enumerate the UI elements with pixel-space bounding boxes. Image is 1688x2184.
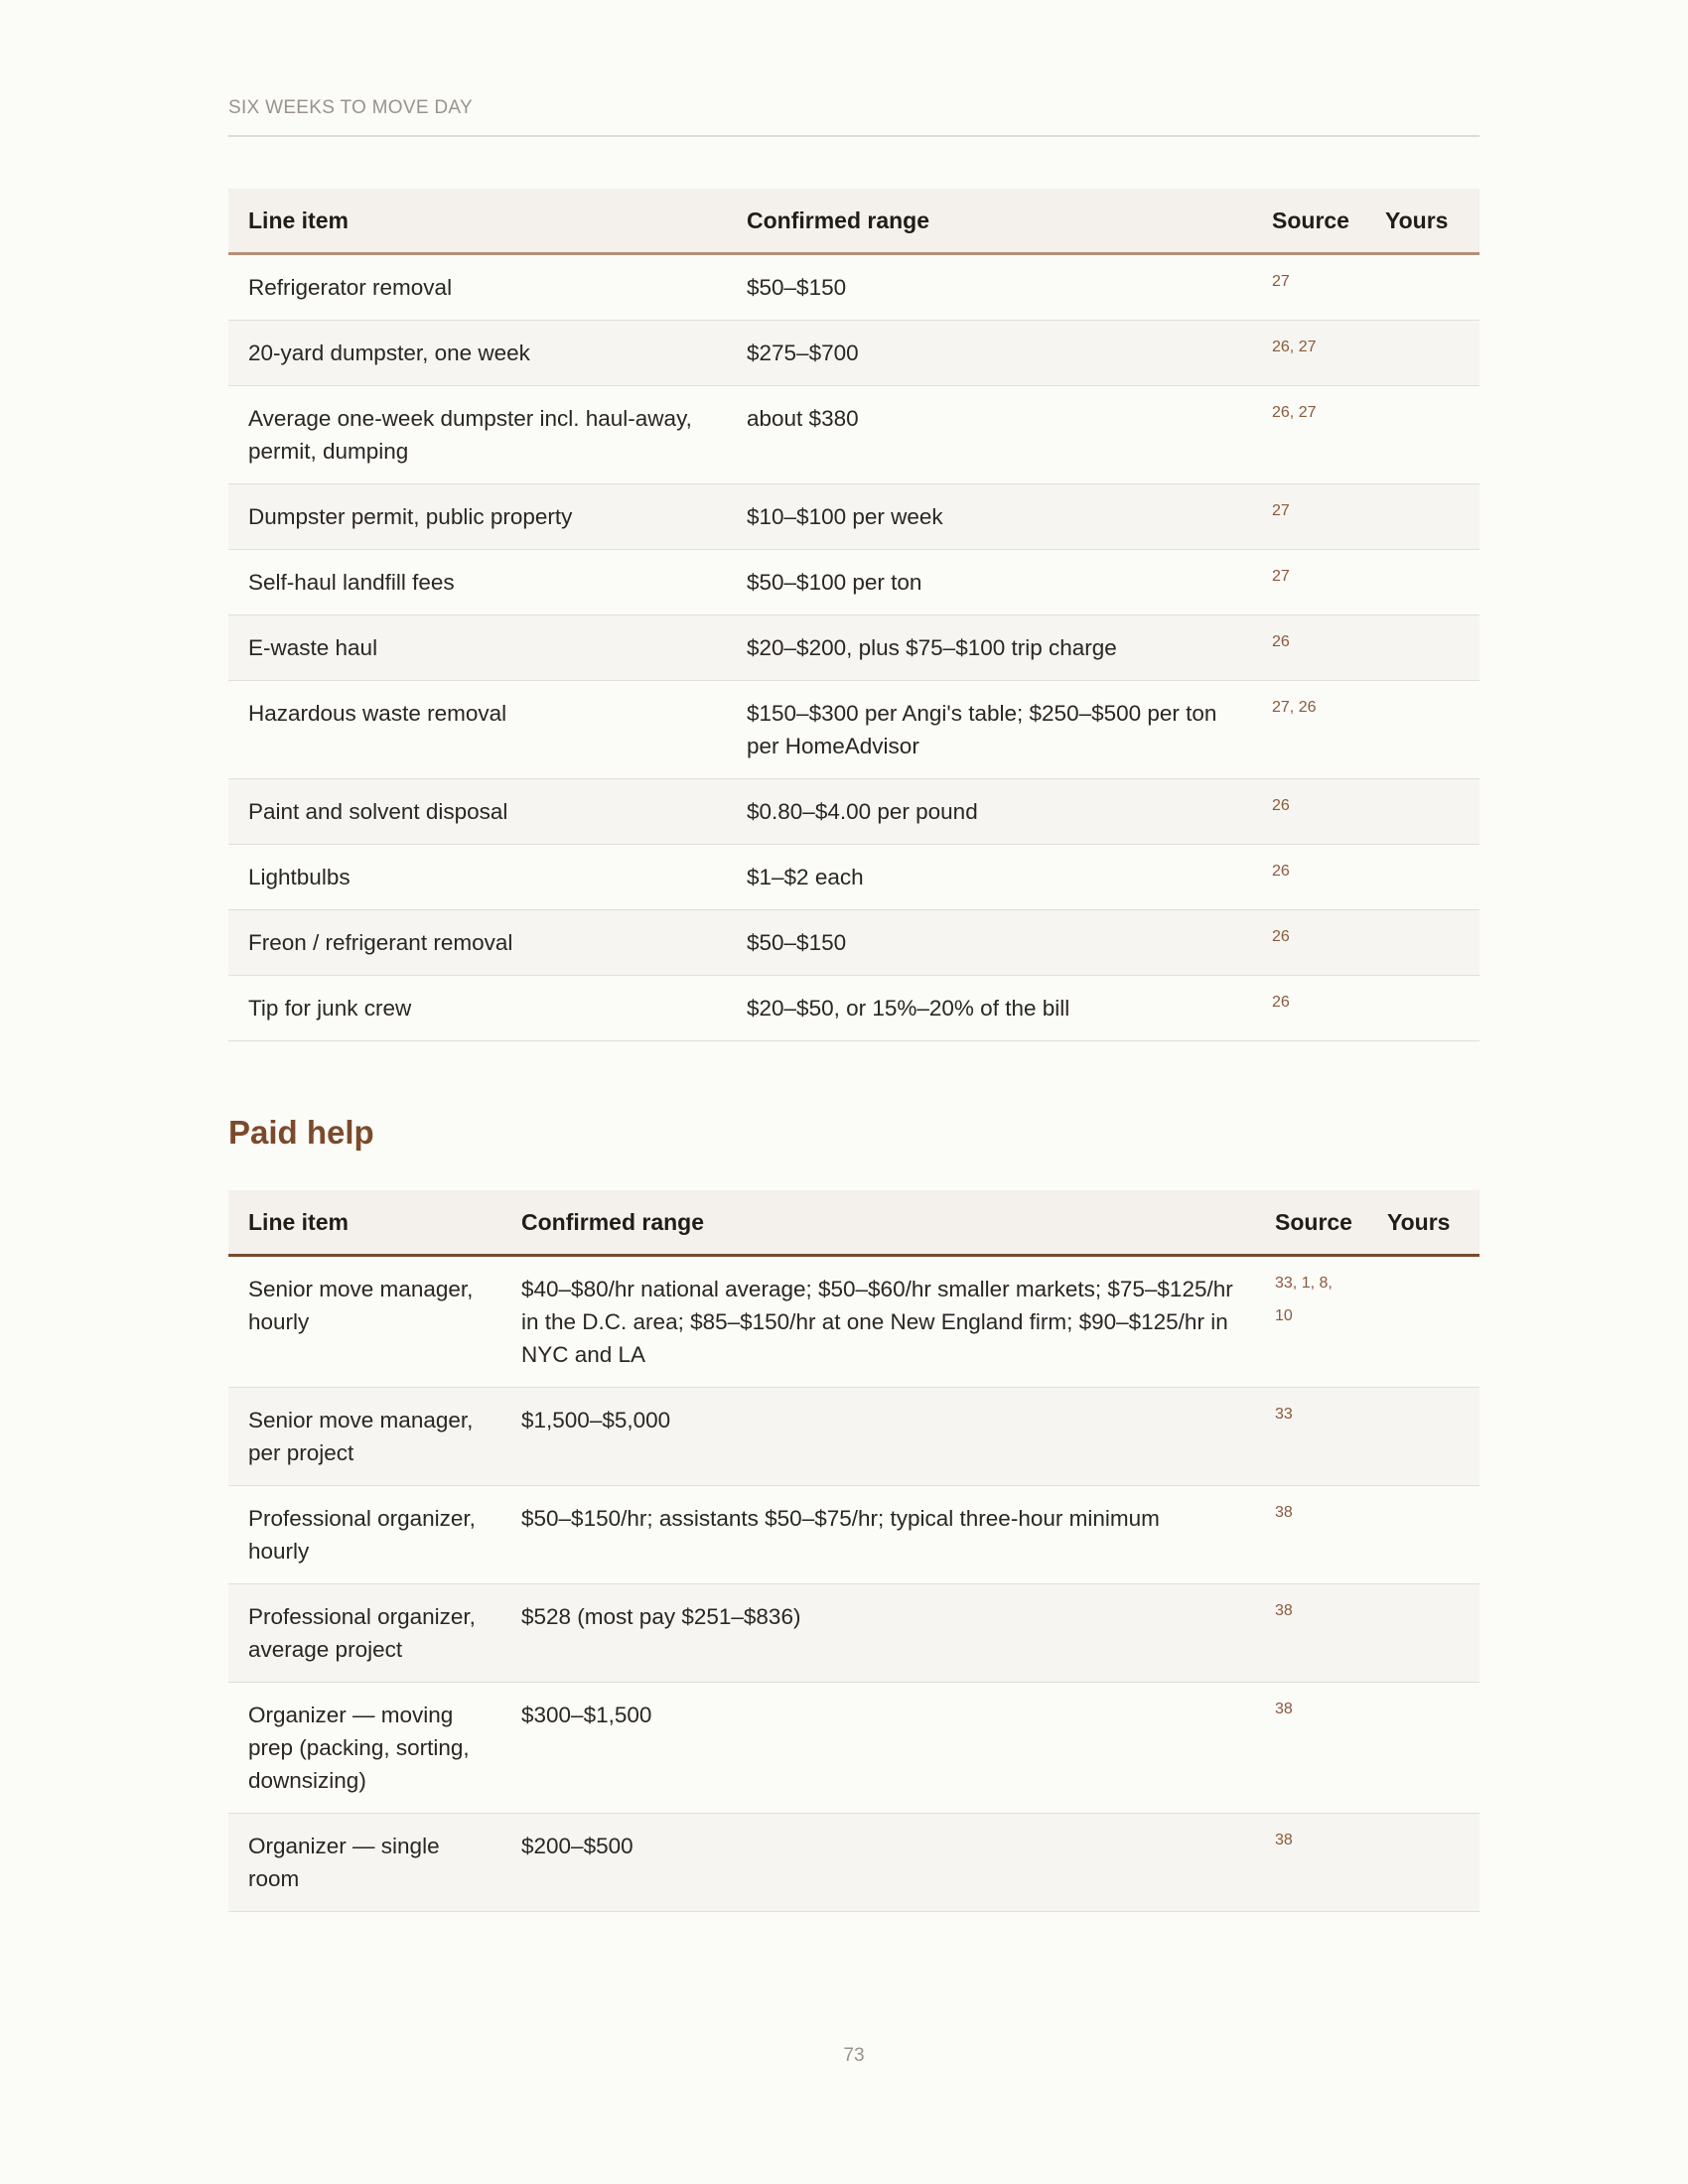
table-row [228, 1683, 1479, 1814]
source-cell: 26 [1252, 976, 1365, 1041]
column-header-yours: Yours [1365, 189, 1479, 254]
line-item-cell: Freon / refrigerant removal [228, 910, 727, 976]
yours-cell [1365, 845, 1479, 910]
confirmed-range-cell: $20–$50, or 15%–20% of the bill [727, 976, 1252, 1041]
table-row [228, 1486, 1479, 1584]
column-header-confirmed-range: Confirmed range [501, 1190, 1255, 1256]
yours-cell [1365, 550, 1479, 615]
table-row [228, 1584, 1479, 1683]
column-header-source: Source [1252, 189, 1365, 254]
confirmed-range-cell: $0.80–$4.00 per pound [727, 779, 1252, 845]
table-row [228, 550, 1479, 615]
source-cell: 27, 26 [1252, 681, 1365, 779]
source-cell: 27 [1252, 484, 1365, 550]
confirmed-range-cell: $275–$700 [727, 321, 1252, 386]
source-cell: 26 [1252, 845, 1365, 910]
confirmed-range-cell: $50–$150 [727, 910, 1252, 976]
table-row [228, 386, 1479, 484]
yours-cell [1367, 1683, 1479, 1814]
yours-cell [1367, 1814, 1479, 1912]
line-item-cell: Average one-week dumpster incl. haul-away, permit, dumping [228, 386, 727, 484]
yours-cell [1365, 386, 1479, 484]
table-row [228, 254, 1479, 321]
yours-cell [1367, 1388, 1479, 1486]
line-item-cell: Dumpster permit, public property [228, 484, 727, 550]
confirmed-range-cell: $528 (most pay $251–$836) [501, 1584, 1255, 1683]
yours-cell [1365, 484, 1479, 550]
column-header-line-item: Line item [228, 1190, 501, 1256]
source-cell: 26 [1252, 615, 1365, 681]
table-row [228, 845, 1479, 910]
line-item-cell: Organizer — single room [228, 1814, 501, 1912]
yours-cell [1365, 910, 1479, 976]
yours-cell [1365, 779, 1479, 845]
line-item-cell: Professional organizer, hourly [228, 1486, 501, 1584]
yours-cell [1367, 1584, 1479, 1683]
line-item-cell: Senior move manager, per project [228, 1388, 501, 1486]
column-header-line-item: Line item [228, 189, 727, 254]
source-cell: 38 [1255, 1814, 1367, 1912]
yours-cell [1365, 615, 1479, 681]
confirmed-range-cell: $10–$100 per week [727, 484, 1252, 550]
source-cell: 38 [1255, 1683, 1367, 1814]
line-item-cell: E-waste haul [228, 615, 727, 681]
table-row [228, 1814, 1479, 1912]
line-item-cell: Lightbulbs [228, 845, 727, 910]
line-item-cell: Tip for junk crew [228, 976, 727, 1041]
yours-cell [1365, 681, 1479, 779]
running-head: SIX WEEKS TO MOVE DAY [228, 97, 1479, 137]
confirmed-range-cell: $300–$1,500 [501, 1683, 1255, 1814]
table-header-row [228, 1190, 1479, 1256]
source-cell: 26, 27 [1252, 386, 1365, 484]
table-row [228, 615, 1479, 681]
line-item-cell: Self-haul landfill fees [228, 550, 727, 615]
line-item-cell: Senior move manager, hourly [228, 1256, 501, 1388]
line-item-cell: Refrigerator removal [228, 254, 727, 321]
column-header-confirmed-range: Confirmed range [727, 189, 1252, 254]
table-body [228, 1256, 1479, 1912]
line-item-cell: Professional organizer, average project [228, 1584, 501, 1683]
table-row [228, 484, 1479, 550]
source-cell: 27 [1252, 550, 1365, 615]
source-cell: 26 [1252, 779, 1365, 845]
yours-cell [1367, 1486, 1479, 1584]
column-header-yours: Yours [1367, 1190, 1479, 1256]
confirmed-range-cell: $20–$200, plus $75–$100 trip charge [727, 615, 1252, 681]
confirmed-range-cell: $50–$150/hr; assistants $50–$75/hr; typical three-hour minimum [501, 1486, 1255, 1584]
yours-cell [1365, 254, 1479, 321]
source-cell: 38 [1255, 1486, 1367, 1584]
confirmed-range-cell: $1–$2 each [727, 845, 1252, 910]
source-cell: 33 [1255, 1388, 1367, 1486]
table-header-row [228, 189, 1479, 254]
table-row [228, 779, 1479, 845]
line-item-cell: Hazardous waste removal [228, 681, 727, 779]
confirmed-range-cell: $150–$300 per Angi's table; $250–$500 per ton per HomeAdvisor [727, 681, 1252, 779]
source-cell: 38 [1255, 1584, 1367, 1683]
column-header-source: Source [1255, 1190, 1367, 1256]
table-row [228, 1256, 1479, 1388]
confirmed-range-cell: about $380 [727, 386, 1252, 484]
line-item-cell: 20-yard dumpster, one week [228, 321, 727, 386]
confirmed-range-cell: $1,500–$5,000 [501, 1388, 1255, 1486]
confirmed-range-cell: $200–$500 [501, 1814, 1255, 1912]
source-cell: 27 [1252, 254, 1365, 321]
yours-cell [1365, 976, 1479, 1041]
table-body [228, 254, 1479, 1041]
source-cell: 33, 1, 8, 10 [1255, 1256, 1367, 1388]
page-number: 73 [843, 2045, 865, 2066]
confirmed-range-cell: $40–$80/hr national average; $50–$60/hr smaller markets; $75–$125/hr in the D.C. area; $85–$150/hr at one New England firm; $90–$125/hr in NYC and LA [501, 1256, 1255, 1388]
paid-help-table [228, 1190, 1479, 1912]
table-row [228, 910, 1479, 976]
table-row [228, 976, 1479, 1041]
table-row [228, 1388, 1479, 1486]
yours-cell [1367, 1256, 1479, 1388]
source-cell: 26 [1252, 910, 1365, 976]
source-cell: 26, 27 [1252, 321, 1365, 386]
section-title: Paid help [228, 1114, 374, 1151]
line-item-cell: Paint and solvent disposal [228, 779, 727, 845]
confirmed-range-cell: $50–$100 per ton [727, 550, 1252, 615]
yours-cell [1365, 321, 1479, 386]
disposal-costs-table [228, 189, 1479, 1041]
table-row [228, 321, 1479, 386]
line-item-cell: Organizer — moving prep (packing, sorting, downsizing) [228, 1683, 501, 1814]
table-row [228, 681, 1479, 779]
confirmed-range-cell: $50–$150 [727, 254, 1252, 321]
